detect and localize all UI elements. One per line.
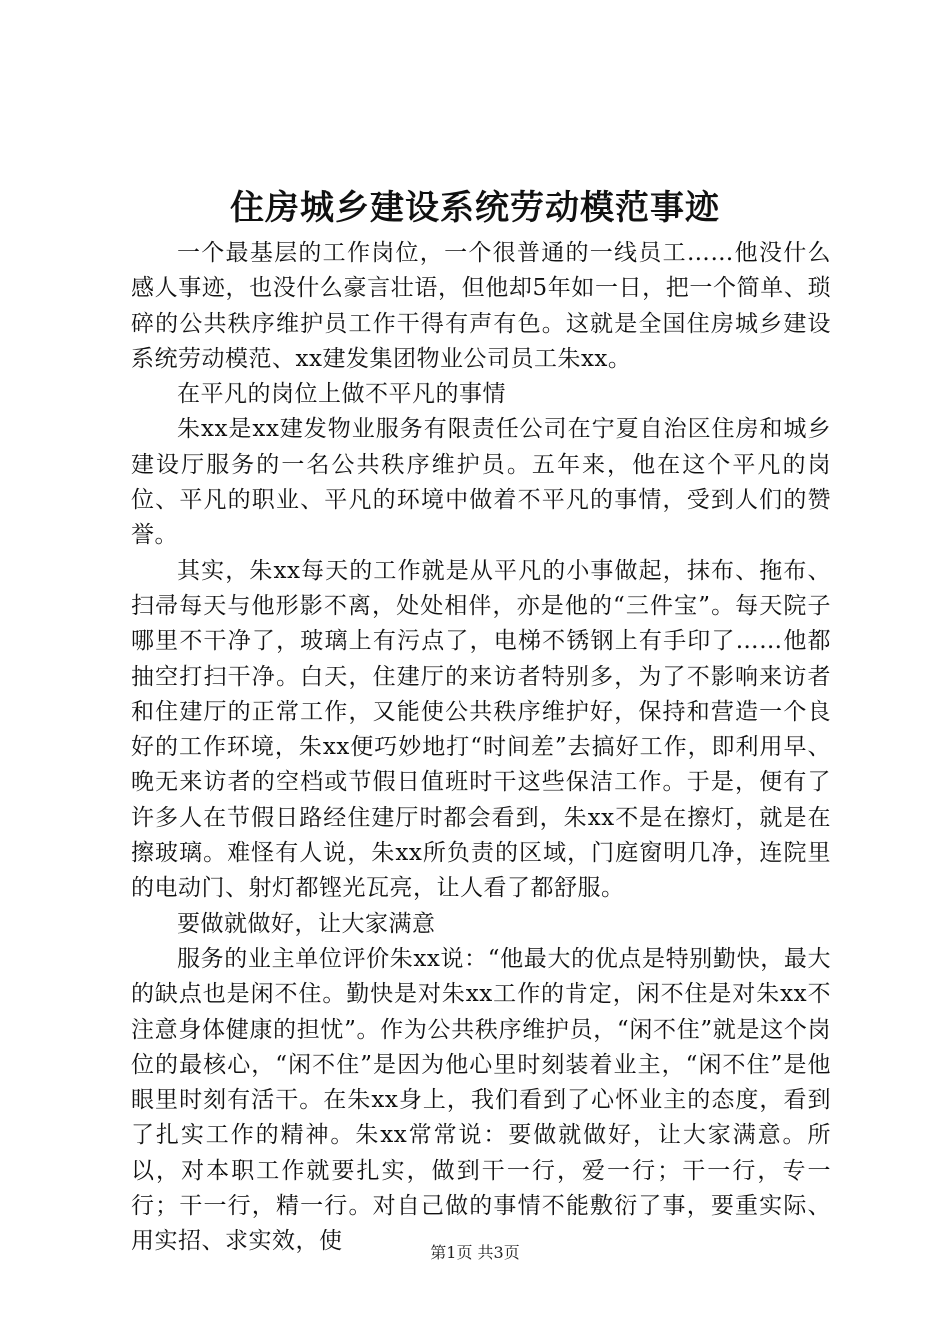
paragraph-intro: 一个最基层的工作岗位，一个很普通的一线员工……他没什么感人事迹，也没什么豪言壮语，但他却5年如一日，把一个简单、琐碎的公共秩序维护员工作干得有声有色。这就是全国住房城乡建设系统劳动模范、xx建发集团物业公司员工朱xx。 (131, 240, 831, 372)
page-number-footer: 第1页 共3页 (430, 1243, 520, 1262)
paragraph-daily-work: 其实，朱xx每天的工作就是从平凡的小事做起，抹布、拖布、扫帚每天与他形影不离，处处相伴，亦是他的“三件宝”。每天院子哪里不干净了，玻璃上有污点了，电梯不锈钢上有手印了……他都抽空打扫干净。白天，住建厅的来访者特别多，为了不影响来访者和住建厅的正常工作，又能使公共秩序维护好，保持和营造一个良好的工作环境，朱xx便巧妙地打“时间差”去搞好工作，即利用早、晚无来访者的空档或节假日值班时干这些保洁工作。于是，便有了许多人在节假日路经住建厅时都会看到，朱xx不是在擦灯，就是在擦玻璃。难怪有人说，朱xx所负责的区域，门庭窗明几净，连院里的电动门、射灯都铿光瓦亮，让人看了都舒服。 (131, 557, 831, 902)
paragraph-role: 朱xx是xx建发物业服务有限责任公司在宁夏自治区住房和城乡建设厅服务的一名公共秩序维护员。五年来，他在这个平凡的岗位、平凡的职业、平凡的环境中做着不平凡的事情，受到人们的赞誉。 (131, 416, 831, 549)
section-heading-ordinary-post: 在平凡的岗位上做不平凡的事情 (177, 381, 506, 408)
section-heading-do-it-well: 要做就做好，让大家满意 (177, 910, 436, 937)
document-title: 住房城乡建设系统劳动模范事迹 (230, 188, 720, 228)
paragraph-evaluation: 服务的业主单位评价朱xx说：“他最大的优点是特别勤快，最大的缺点也是闲不住。勤快是对朱xx工作的肯定，闲不住是对朱xx不注意身体健康的担忧”。作为公共秩序维护员，“闲不住”就是这个岗位的最核心，“闲不住”是因为他心里时刻装着业主，“闲不住”是他眼里时刻有活干。在朱xx身上，我们看到了心怀业主的态度，看到了扎实工作的精神。朱xx常常说：要做就做好，让大家满意。所以，对本职工作就要扎实，做到干一行，爱一行；干一行，专一行；干一行，精一行。对自己做的事情不能敷衍了事，要重实际、用实招、求实效，使 (131, 945, 831, 1255)
document-body (131, 236, 831, 1260)
